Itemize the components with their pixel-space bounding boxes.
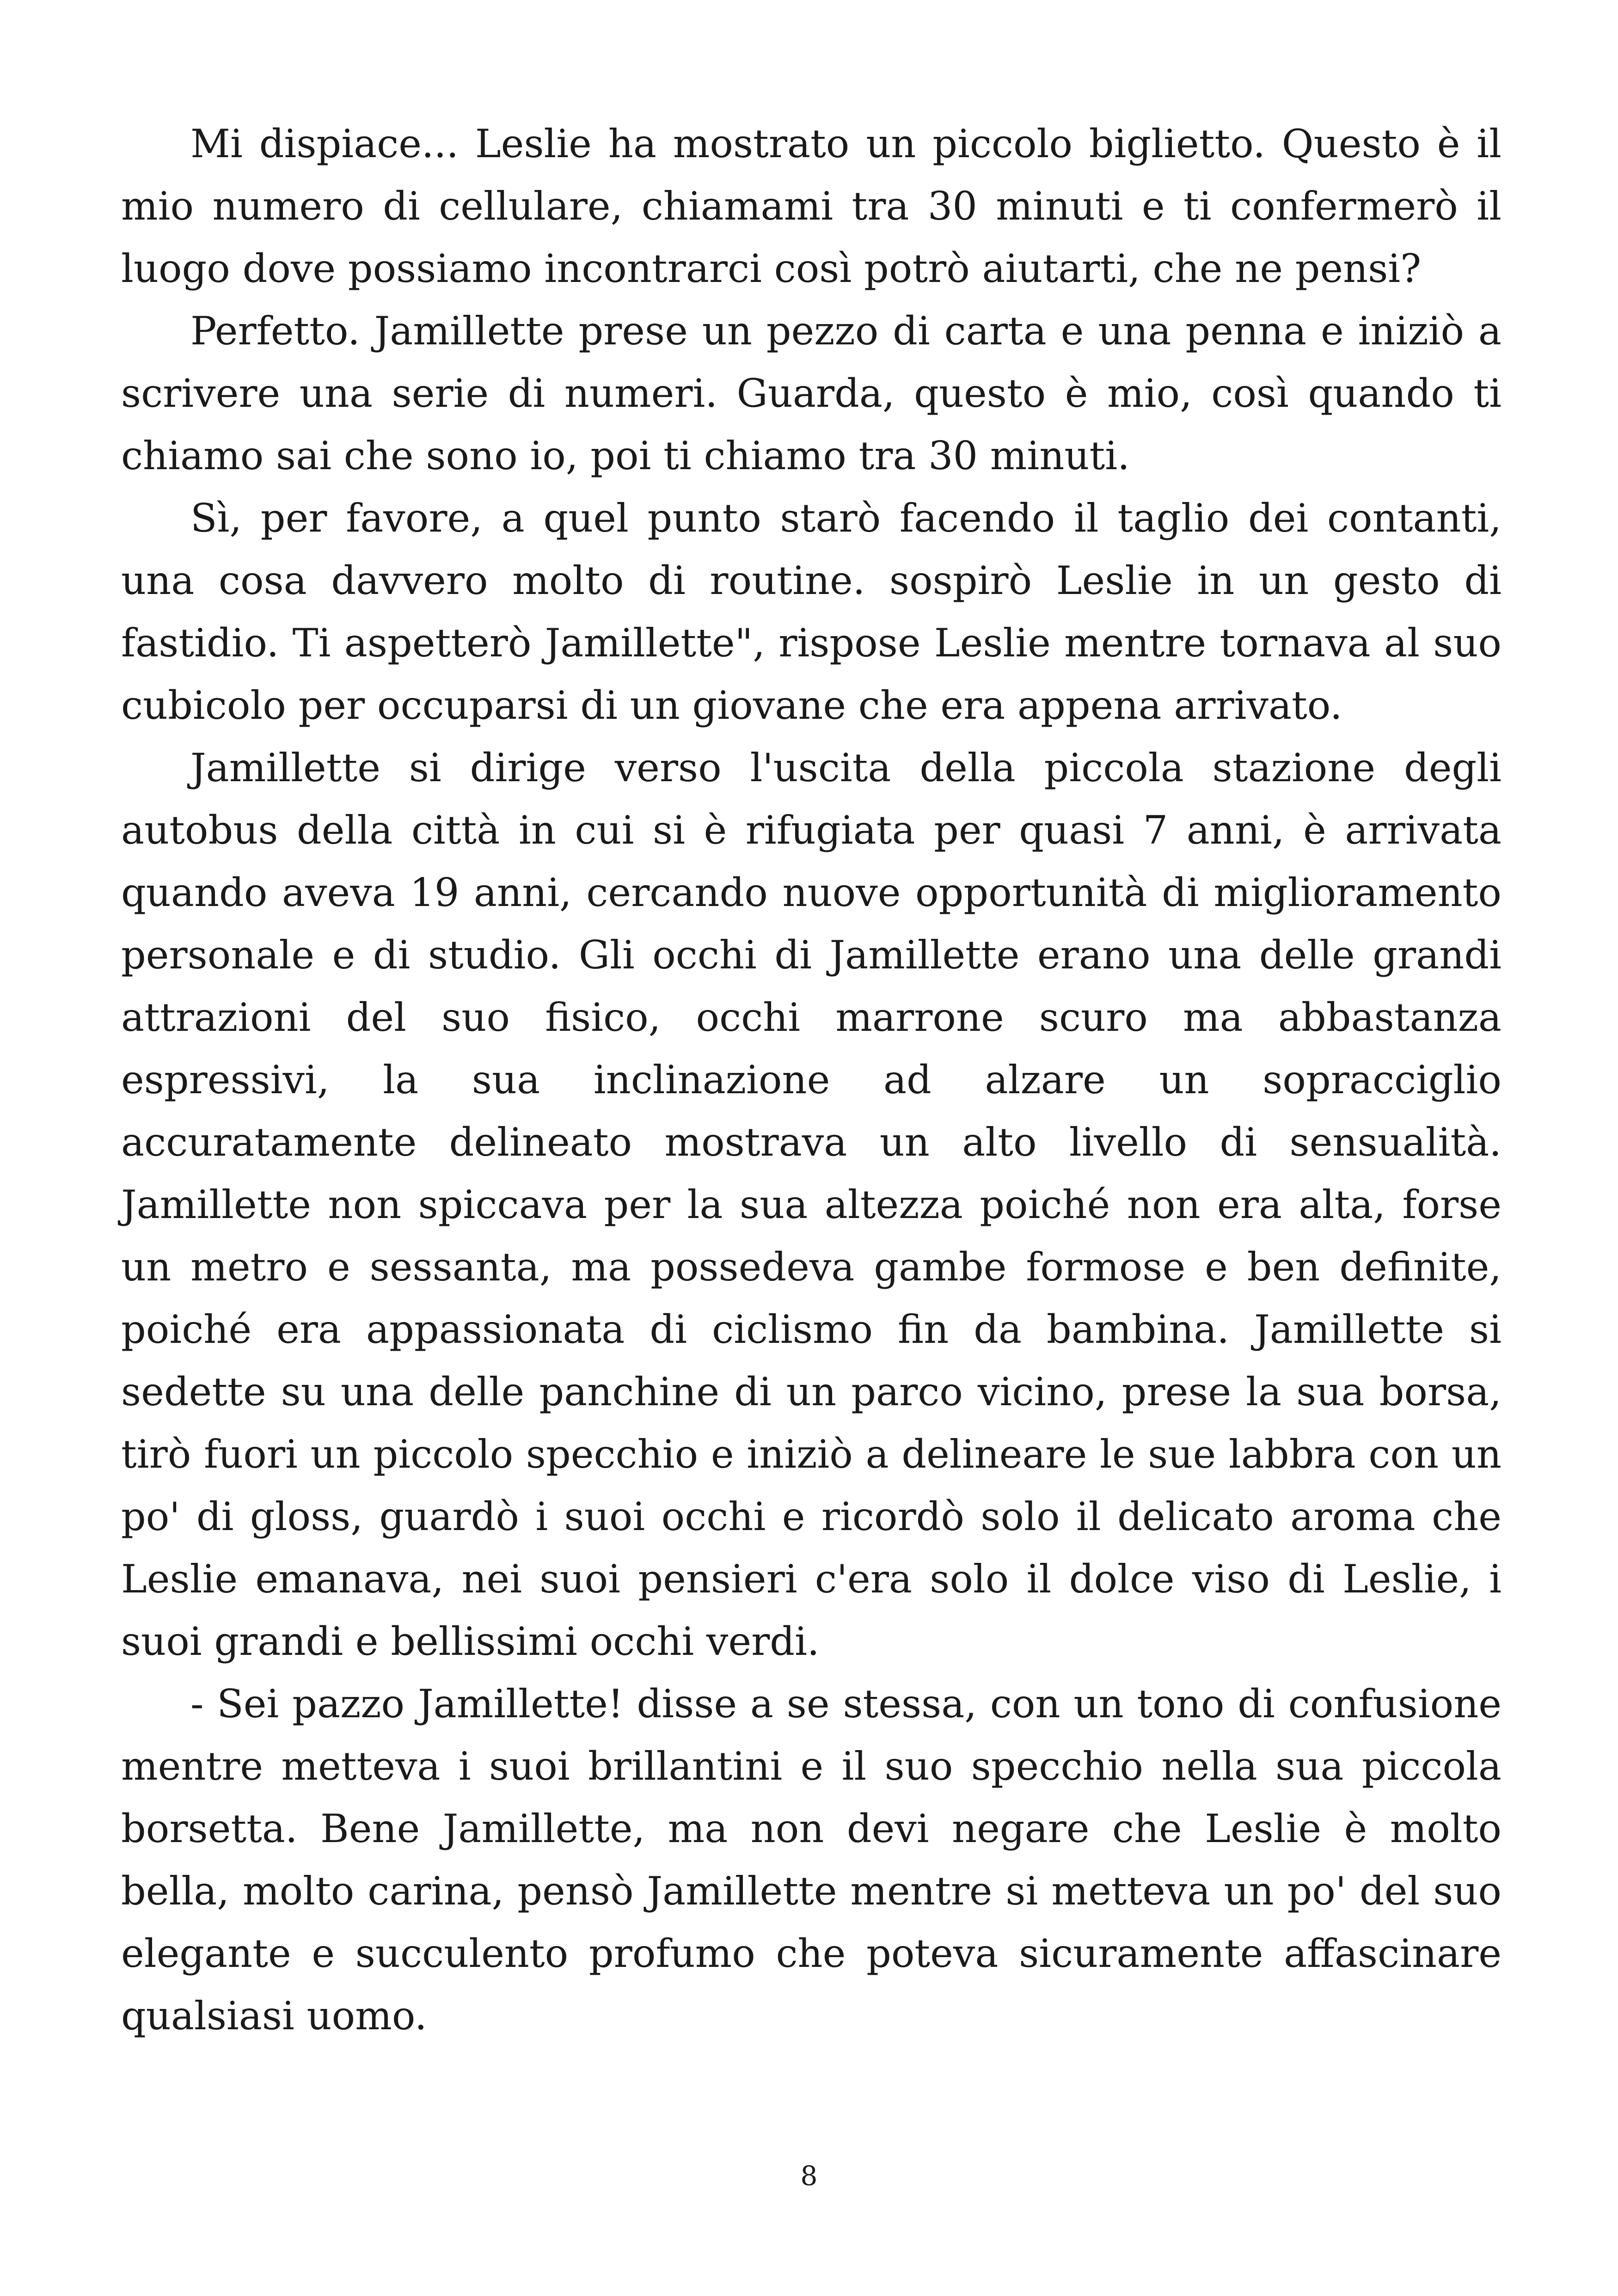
page-number: 8 — [800, 2160, 818, 2192]
paragraph-4: Jamillette si dirige verso l'uscita della piccola stazione degli autobus della città in cui si è rifugiata per quasi 7 anni, è arrivata quando aveva 19 anni, cercando nuove opportunità di miglioramento personale e di studio. Gli occhi di Jamillette erano una delle grandi attrazioni del suo fisico, occhi marrone scuro ma abbastanza espressivi, la sua inclinazione ad alzare un sopracciglio accuratamente delineato mostrava un alto livello di sensualità. Jamillette non spiccava per la sua altezza poiché non era alta, forse un metro e sessanta, ma possedeva gambe formose e ben definite, poiché era appassionata di ciclismo fin da bambina. Jamillette si sedette su una delle panchine di un parco vicino, prese la sua borsa, tirò fuori un piccolo specchio e iniziò a delineare le sue labbra con un po' di gloss, guardò i suoi occhi e ricordò solo il delicato aroma che Leslie emanava, nei suoi pensieri c'era solo il dolce viso di Leslie, i suoi grandi e bellissimi occhi verdi. — [121, 745, 1502, 1664]
paragraph-5: - Sei pazzo Jamillette! disse a se stessa, con un tono di confusione mentre metteva i suoi brillantini e il suo specchio nella sua piccola borsetta. Bene Jamillette, ma non devi negare che Leslie è molto bella, molto carina, pensò Jamillette mentre si metteva un po' del suo elegante e succulento profumo che poteva sicuramente affascinare qualsiasi uomo. — [121, 1681, 1502, 2039]
body-text — [121, 113, 1502, 2047]
paragraph-2: Perfetto. Jamillette prese un pezzo di carta e una penna e iniziò a scrivere una serie di numeri. Guarda, questo è mio, così quando ti chiamo sai che sono io, poi ti chiamo tra 30 minuti. — [121, 308, 1502, 478]
paragraph-1: Mi dispiace... Leslie ha mostrato un piccolo biglietto. Questo è il mio numero di cellulare, chiamami tra 30 minuti e ti confermerò il luogo dove possiamo incontrarci così potrò aiutarti, che ne pensi? — [121, 121, 1502, 291]
paragraph-3: Sì, per favore, a quel punto starò facendo il taglio dei contanti, una cosa davvero molto di routine. sospirò Leslie in un gesto di fastidio. Ti aspetterò Jamillette", rispose Leslie mentre tornava al suo cubicolo per occuparsi di un giovane che era appena arrivato. — [121, 496, 1502, 728]
